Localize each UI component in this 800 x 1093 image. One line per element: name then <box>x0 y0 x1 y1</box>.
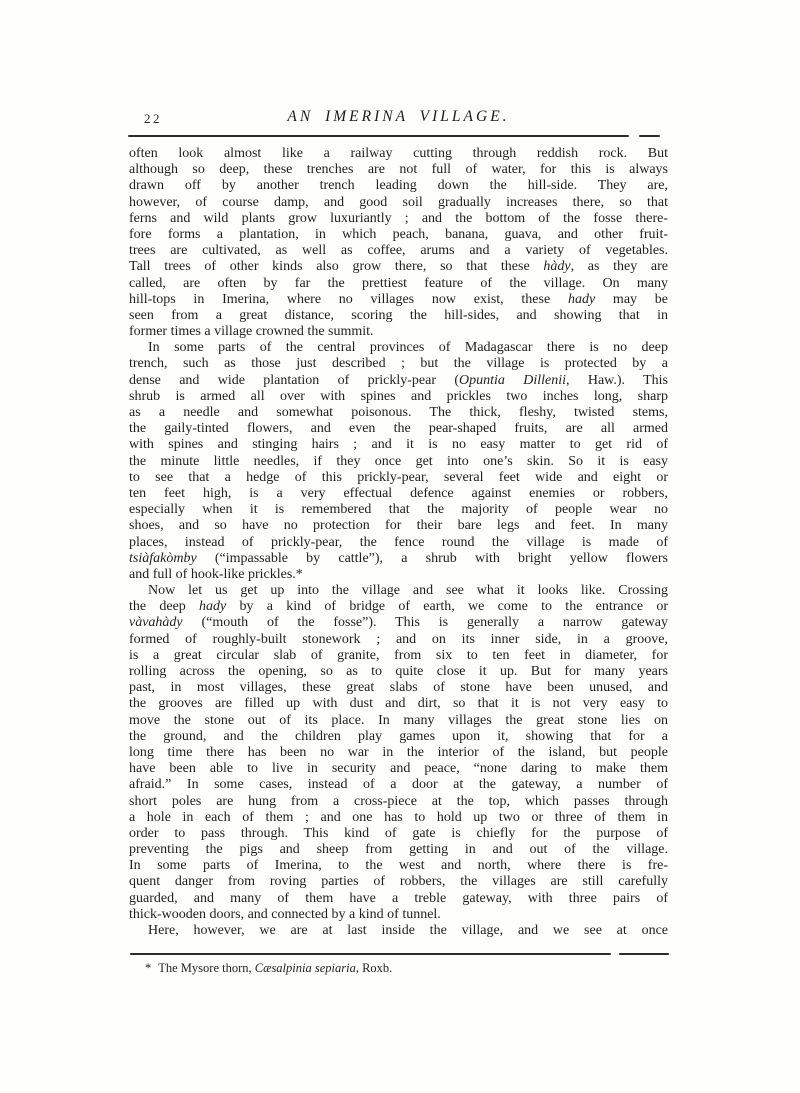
footnote-text: The Mysore thorn, Cæsalpinia sepiaria, Roxb. <box>158 961 393 975</box>
text-line: shoes, and so have no protection for their bare legs and feet. In many <box>129 518 668 534</box>
text-line: the grooves are filled up with dust and dirt, so that it is not very easy to <box>129 696 668 712</box>
text-line: have been able to live in security and peace, “none daring to make them <box>129 761 668 777</box>
text-line: the gaily-tinted flowers, and even the pear-shaped fruits, are all armed <box>129 421 668 437</box>
text-line: fore forms a plantation, in which peach, banana, guava, and other fruit- <box>129 226 668 242</box>
text-line: as a needle and somewhat poisonous. The thick, fleshy, twisted stems, <box>129 405 668 420</box>
text-line: short poles are hung from a cross-piece at the top, which passes through <box>129 793 668 809</box>
text-line: however, of course damp, and good soil gradually increases there, so that <box>129 194 668 210</box>
text-line: afraid.” In some cases, instead of a door at the gateway, a number of <box>129 777 668 793</box>
text-line: trees are cultivated, as well as coffee, arums and a variety of vegetables. <box>129 243 668 259</box>
text-line: a hole in each of them ; and one has to hold up two or three of them in <box>129 809 668 825</box>
page-number: 22 <box>144 111 162 126</box>
text-line: is a great circular slab of granite, from six to ten feet in diameter, for <box>129 647 668 663</box>
header-rule-segment <box>128 135 629 137</box>
text-line: especially when it is remembered that the majority of people wear no <box>129 502 668 518</box>
footnote-rule-segment <box>130 953 611 955</box>
text-line: rolling across the opening, so as to quite close it up. But for many years <box>129 664 668 679</box>
text-line: order to pass through. This kind of gate is chiefly for the purpose of <box>129 825 668 841</box>
text-line: dense and wide plantation of prickly-pear (Opuntia Dillenii, Haw.). This <box>129 372 668 388</box>
footnote-rule <box>130 953 669 955</box>
text-line: with spines and stinging hairs ; and it is no easy matter to get rid of <box>129 437 668 453</box>
text-line: formed of roughly-built stonework ; and on its inner side, in a groove, <box>129 631 668 647</box>
text-line: the deep hady by a kind of bridge of earth, we come to the entrance or <box>129 599 668 615</box>
text-line: In some parts of the central provinces of Madagascar there is no deep <box>148 340 668 356</box>
text-line: long time there has been no war in the interior of the island, but people <box>129 744 668 760</box>
page-header <box>129 106 668 128</box>
text-line: shrub is armed all over with spines and prickles two inches long, sharp <box>129 388 668 404</box>
text-line: In some parts of Imerina, to the west and north, where there is fre- <box>129 858 668 874</box>
text-line: the minute little needles, if they once get into one’s skin. So it is easy <box>129 453 668 469</box>
text-line: thick-wooden doors, and connected by a kind of tunnel. <box>129 906 441 922</box>
text-line: to see that a hedge of this prickly-pear, several feet wide and eight or <box>129 469 668 485</box>
footnote-rule-dash <box>619 953 669 955</box>
text-line: ten feet high, is a very effectual defence against enemies or robbers, <box>129 485 668 501</box>
running-title: AN IMERINA VILLAGE. <box>287 108 510 125</box>
text-line: former times a village crowned the summit. <box>129 324 374 340</box>
text-line: trench, such as those just described ; but the village is protected by a <box>129 356 668 372</box>
text-line: the ground, and the children play games upon it, showing that for a <box>129 728 668 744</box>
text-line: Here, however, we are at last inside the village, and we see at once <box>148 923 668 938</box>
page-body <box>129 146 668 939</box>
text-line: vàvahàdy (“mouth of the fosse”). This is generally a narrow gateway <box>129 615 668 631</box>
text-line: hill-tops in Imerina, where no villages now exist, these hady may be <box>129 291 668 307</box>
footnote-marker: * <box>145 961 152 975</box>
text-line: tsiàfakòmby (“impassable by cattle”), a shrub with bright yellow flowers <box>129 550 668 566</box>
text-line: preventing the pigs and sheep from getting in and out of the village. <box>129 842 668 858</box>
text-line: drawn off by another trench leading down the hill-side. They are, <box>129 178 668 194</box>
text-line: past, in most villages, these great slabs of stone have been unused, and <box>129 680 668 696</box>
text-line: often look almost like a railway cutting through reddish rock. But <box>129 146 668 161</box>
text-line: seen from a great distance, scoring the hill-sides, and showing that in <box>129 307 668 323</box>
text-line: guarded, and many of them have a treble gateway, with three pairs of <box>129 890 668 906</box>
header-rule <box>128 135 667 137</box>
text-line: and full of hook-like prickles.* <box>129 566 303 582</box>
text-line: although so deep, these trenches are not full of water, for this is always <box>129 162 668 178</box>
header-rule-dash <box>639 135 660 137</box>
text-line: Tall trees of other kinds also grow there, so that these hàdy, as they are <box>129 259 668 275</box>
text-line: ferns and wild plants grow luxuriantly ; and the bottom of the fosse there- <box>129 210 668 226</box>
text-line: move the stone out of its place. In many villages the great stone lies on <box>129 712 668 728</box>
text-line: places, instead of prickly-pear, the fence round the village is made of <box>129 534 668 550</box>
text-line: called, are often by far the prettiest feature of the village. On many <box>129 275 668 291</box>
text-line: Now let us get up into the village and see what it looks like. Crossing <box>148 583 668 599</box>
text-line: quent danger from roving parties of robbers, the villages are still carefully <box>129 874 668 890</box>
footnote <box>145 961 665 976</box>
